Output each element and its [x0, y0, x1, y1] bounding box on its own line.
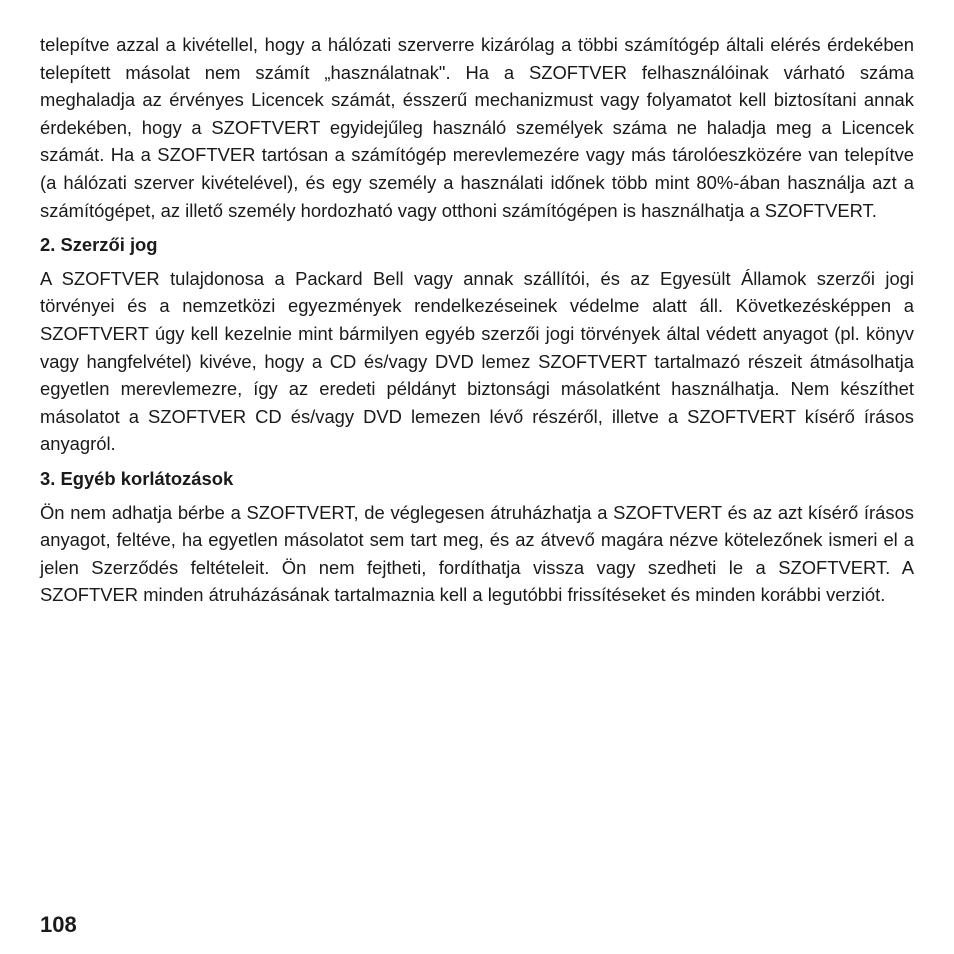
page-number: 108 [40, 912, 77, 937]
section-body-other-restrictions: Ön nem adhatja bérbe a SZOFTVERT, de véglegesen átruházhatja a SZOFTVERT és az azt kísérő írásos anyagot, feltéve, ha egyetlen másolatot sem tart meg, és az átvevő magára nézve kötelezőnek ismeri el a jelen Szerződés feltételeit. Ön nem fejtheti, fordíthatja vissza vagy szedheti le a SZOFTVERT. A SZOFTVER minden átruházásának tartalmaznia kell a legutóbbi frissítéseket és minden korábbi verziót. [40, 501, 914, 606]
section-heading-other-restrictions: 3. Egyéb korlátozások [40, 467, 234, 489]
intro-paragraph: telepítve azzal a kivétellel, hogy a hálózati szerverre kizárólag a többi számítógép általi elérés érdekében telepített másolat nem számít „használatnak". Ha a SZOFTVER felhasználóinak várható száma meghaladja az érvényes Licencek számát, ésszerű mechanizmust vagy folyamatot kell biztosítani annak érdekében, hogy a SZOFTVERT egyidejűleg használó személyek száma ne haladja meg a Licencek számát. Ha a SZOFTVER tartósan a számítógép merevlemezére vagy más tárolóeszközére van telepítve (a hálózati szerver kivételével), és egy személy a használati időnek több mint 80%-ában használja azt a számítógépet, az illető személy hordozható vagy otthoni számítógépen is használhatja a SZOFTVERT. [40, 34, 914, 221]
section-heading-copyright: 2. Szerzői jog [40, 234, 158, 256]
section-body-copyright: A SZOFTVER tulajdonosa a Packard Bell vagy annak szállítói, és az Egyesült Államok szerzői jogi törvényei és a nemzetközi egyezmények rendelkezéseinek védelme alatt áll. Következésképpen a SZOFTVERT úgy kell kezelnie mint bármilyen egyéb szerzői jogi törvények által védett anyagot (pl. könyv vagy hangfelvétel) kivéve, hogy a CD és/vagy DVD lemez SZOFTVERT tartalmazó részeit átmásolhatja egyetlen merevlemezre, így az eredeti példányt biztonsági másolatként használhatja. Nem készíthet másolatot a SZOFTVER CD és/vagy DVD lemezen lévő részéről, illetve a SZOFTVERT kísérő írásos anyagról. [40, 267, 914, 455]
document-page [40, 31, 914, 609]
